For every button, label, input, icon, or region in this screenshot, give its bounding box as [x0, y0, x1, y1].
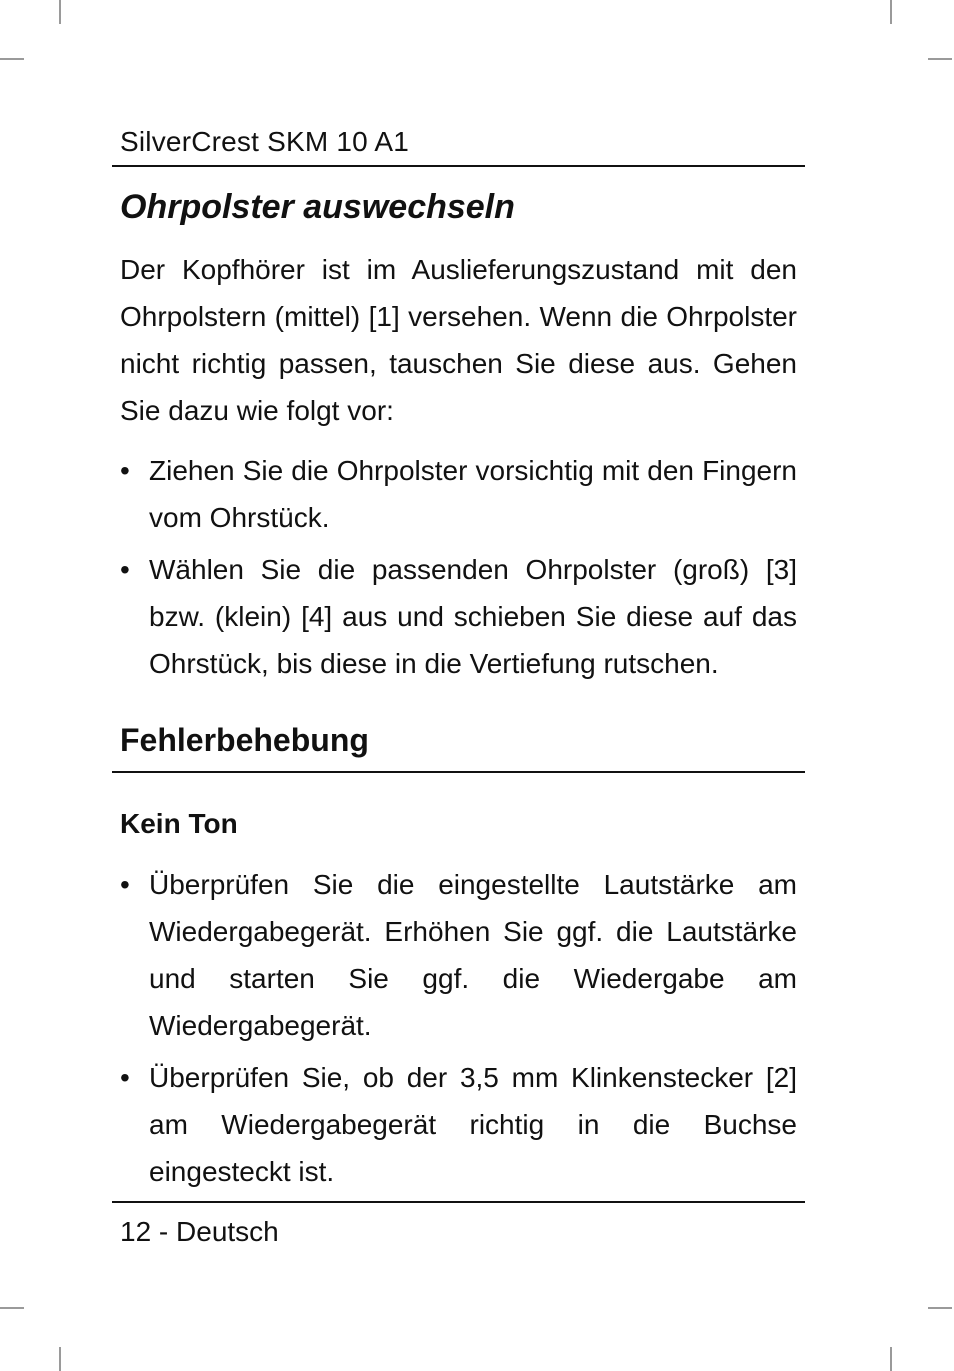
crop-mark-top-right-h [928, 58, 952, 60]
ear-pads-steps [120, 447, 797, 692]
list-item [120, 1054, 797, 1195]
footer-rule [112, 1201, 805, 1203]
step-text: Ziehen Sie die Ohrpolster vorsichtig mit den Fingern vom Ohrstück. [149, 455, 797, 533]
list-item [120, 546, 797, 687]
troubleshooting-rule [112, 771, 805, 773]
running-header: SilverCrest SKM 10 A1 [120, 126, 409, 157]
crop-mark-top-left-h [0, 58, 24, 60]
manual-page [112, 0, 805, 1371]
list-item [120, 447, 797, 541]
crop-mark-top-left [59, 0, 61, 24]
bullet-icon: • [120, 455, 130, 486]
bullet-icon: • [120, 1062, 130, 1093]
no-sound-steps [120, 861, 797, 1200]
step-text: Überprüfen Sie die eingestellte Lautstärke am Wiedergabegerät. Erhöhen Sie ggf. die Lautstärke und starten Sie ggf. die Wiedergabe am Wiedergabegerät. [149, 869, 797, 1041]
list-item [120, 861, 797, 1049]
crop-mark-bottom-right [890, 1347, 892, 1371]
header-rule [112, 165, 805, 167]
page-footer: 12 - Deutsch [120, 1216, 279, 1247]
bullet-icon: • [120, 554, 130, 585]
crop-mark-top-right [890, 0, 892, 24]
section-title-ear-pads: Ohrpolster auswechseln [120, 188, 515, 226]
crop-mark-bottom-left [59, 1347, 61, 1371]
crop-mark-bottom-right-h [928, 1307, 952, 1309]
crop-mark-bottom-left-h [0, 1307, 24, 1309]
section-title-troubleshooting: Fehlerbehebung [120, 722, 369, 758]
bullet-icon: • [120, 869, 130, 900]
subsection-title-no-sound: Kein Ton [120, 808, 238, 839]
step-text: Wählen Sie die passenden Ohrpolster (groß) [3] bzw. (klein) [4] aus und schieben Sie diese auf das Ohrstück, bis diese in die Vertiefung rutschen. [149, 554, 797, 679]
ear-pads-intro: Der Kopfhörer ist im Auslieferungszustand mit den Ohrpolstern (mittel) [1] versehen. Wenn die Ohrpolster nicht richtig passen, tauschen Sie diese aus. Gehen Sie dazu wie folgt vor: [120, 254, 797, 426]
step-text: Überprüfen Sie, ob der 3,5 mm Klinkenstecker [2] am Wiedergabegerät richtig in die Buchse eingesteckt ist. [149, 1062, 797, 1187]
